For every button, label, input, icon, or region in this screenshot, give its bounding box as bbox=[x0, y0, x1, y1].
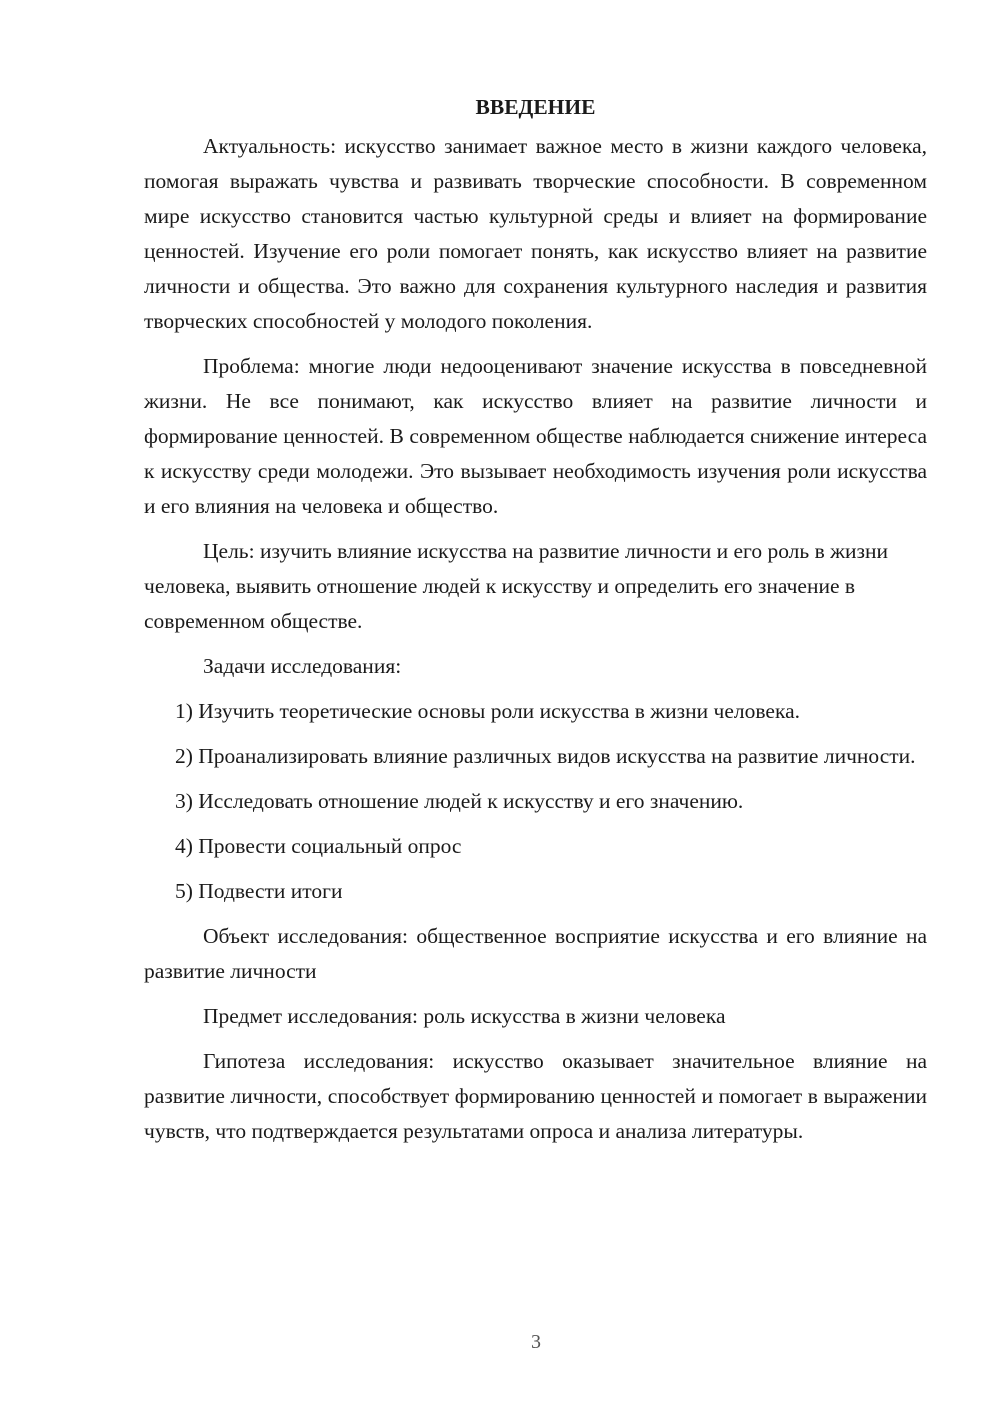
task-item: 1) Изучить теоретические основы роли искусства в жизни человека. bbox=[175, 699, 800, 723]
task-item: 5) Подвести итоги bbox=[175, 879, 343, 903]
paragraph-problem: Проблема: многие люди недооценивают значение искусства в повседневной жизни. Не все понимают, как искусство влияет на развитие личности и формирование ценностей. В современном обществе наблюдается снижение интереса к искусству среди молодежи. Это вызывает необходимость изучения роли искусства и его влияния на человека и общество. bbox=[144, 354, 927, 518]
paragraph-relevance: Актуальность: искусство занимает важное место в жизни каждого человека, помогая выражать чувства и развивать творческие способности. В современном мире искусство становится частью культурной среды и влияет на формирование ценностей. Изучение его роли помогает понять, как искусство влияет на развитие личности и общества. Это важно для сохранения культурного наследия и развития творческих способностей у молодого поколения. bbox=[144, 134, 927, 333]
tasks-title: Задачи исследования: bbox=[203, 654, 402, 678]
document-page bbox=[144, 90, 927, 1159]
paragraph-object: Объект исследования: общественное восприятие искусства и его влияние на развитие личности bbox=[144, 924, 927, 983]
task-item: 4) Провести социальный опрос bbox=[175, 834, 462, 858]
page-number: 3 bbox=[531, 1331, 541, 1353]
paragraph-goal: Цель: изучить влияние искусства на развитие личности и его роль в жизни человека, выявить отношение людей к искусству и определить его значение в современном обществе. bbox=[144, 539, 888, 633]
paragraph-hypothesis: Гипотеза исследования: искусство оказывает значительное влияние на развитие личности, способствует формированию ценностей и помогает в выражении чувств, что подтверждается результатами опроса и анализа литературы. bbox=[144, 1049, 927, 1143]
tasks-list bbox=[144, 694, 927, 909]
section-heading: ВВЕДЕНИЕ bbox=[475, 95, 596, 119]
paragraph-subject: Предмет исследования: роль искусства в жизни человека bbox=[203, 1004, 726, 1028]
task-item: 2) Проанализировать влияние различных видов искусства на развитие личности. bbox=[175, 744, 916, 768]
task-item: 3) Исследовать отношение людей к искусству и его значению. bbox=[175, 789, 744, 813]
